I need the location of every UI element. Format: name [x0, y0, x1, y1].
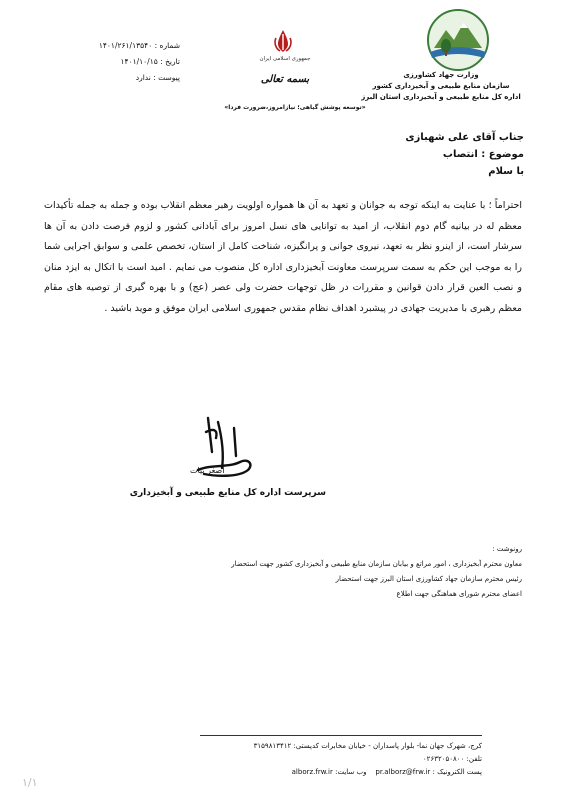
- cc-line: اعضای محترم شورای هماهنگی جهت اطلاع: [396, 590, 522, 598]
- footer-divider: [200, 735, 482, 736]
- organization-names: [356, 70, 526, 103]
- footer-address: کرج، شهرک جهان نما- بلوار پاسداران - خیابان مخابرات کدپستی: ۳۱۵۹۸۱۳۴۱۲: [253, 742, 482, 750]
- basmala: بسمه تعالی: [260, 74, 310, 85]
- org-ministry: وزارت جهاد کشاورزی: [403, 71, 479, 79]
- organization-logo-icon: [424, 8, 492, 72]
- signatory-name: اصغر بیات: [190, 466, 225, 475]
- org-organization: سازمان منابع طبیعی و آبخیزداری کشور: [372, 82, 510, 90]
- number-label: شماره :: [154, 41, 180, 50]
- attachment-label: پیوست :: [153, 73, 180, 82]
- footer-phone: تلفن: ۰۲۶۳۲۰۵۰۸۰۰: [422, 755, 482, 763]
- slogan: «توسعه پوشش گیاهی؛ نیازامروز،ضرورت فردا»: [224, 104, 366, 111]
- date-label: تاریخ :: [160, 57, 180, 66]
- signatory-title: سرپرست اداره کل منابع طبیعی و آبخیزداری: [129, 488, 326, 498]
- page-number: ۱/۱: [22, 776, 38, 789]
- letter-attachment: [60, 70, 180, 86]
- cc-line: معاون محترم آبخیزداری ، امور مراتع و بیابان سازمان منابع طبیعی و آبخیزداری کشور جهت استحضار: [231, 560, 522, 568]
- web-label: وب سایت:: [335, 768, 367, 776]
- cc-block: [231, 542, 522, 602]
- email-address[interactable]: pr.alborz@frw.ir: [375, 768, 431, 776]
- republic-text: جمهوری اسلامی ایران: [259, 56, 311, 62]
- recipient-name: جناب آقای علی شهبازی: [405, 132, 524, 143]
- attachment-value: ندارد: [135, 73, 151, 82]
- website-link[interactable]: alborz.frw.ir: [291, 768, 333, 776]
- footer-contact: [254, 740, 482, 779]
- letter-body: احتراماً ؛ با عنایت به اینکه توجه به جوانان و تعهد به آن ها همواره اولویت رهبر معظم انقلاب بوده و جمله به جمله تأکیدات معظم له در بیانیه گام دوم انقلاب، از امید به توانایی های نسل امروز برای آبادانی کشور و لزوم فرصت دادن به آن ها سرشار است، از اینرو نظر به تعهد، نیروی جوانی و پرانگیزه، شناخت کامل از استان، تخصص علمی و سوابق اجرایی شما را به موجب این حکم به سمت سرپرست معاونت آبخیزداری اداره کل منصوب می نمایم . امید است با اتکال به ایزد منان و نصب العین قرار دادن قوانین و مقررات در ظل توجهات حضرت ولی عصر (عج) و با بهره گیری از توصیه های مقام معظم رهبری با مدیریت جهادی در پیشبرد اهداف نظام مقدس جمهوری اسلامی ایران موفق و موید باشید .: [44, 200, 522, 314]
- greeting: با سلام: [488, 166, 524, 177]
- cc-line: رئیس محترم سازمان جهاد کشاورزی استان البرز جهت استحضار: [335, 575, 522, 583]
- letter-number: [60, 38, 180, 54]
- footer-web: [254, 766, 482, 779]
- recipient-block: [405, 129, 524, 180]
- number-value: ۱۴۰۱/۲۶۱/۱۳۵۴۰: [98, 41, 153, 50]
- email-label: پست الکترونیک :: [432, 768, 482, 776]
- org-office: اداره کل منابع طبیعی و آبخیزداری استان البرز: [361, 93, 521, 101]
- iran-emblem-icon: [272, 28, 294, 54]
- letter-date: [60, 54, 180, 70]
- letter-meta: [60, 38, 180, 86]
- subject-line: موضوع : انتصاب: [442, 149, 524, 160]
- cc-label: رونوشت :: [492, 545, 522, 553]
- date-value: ۱۴۰۱/۱۰/۱۵: [120, 57, 158, 66]
